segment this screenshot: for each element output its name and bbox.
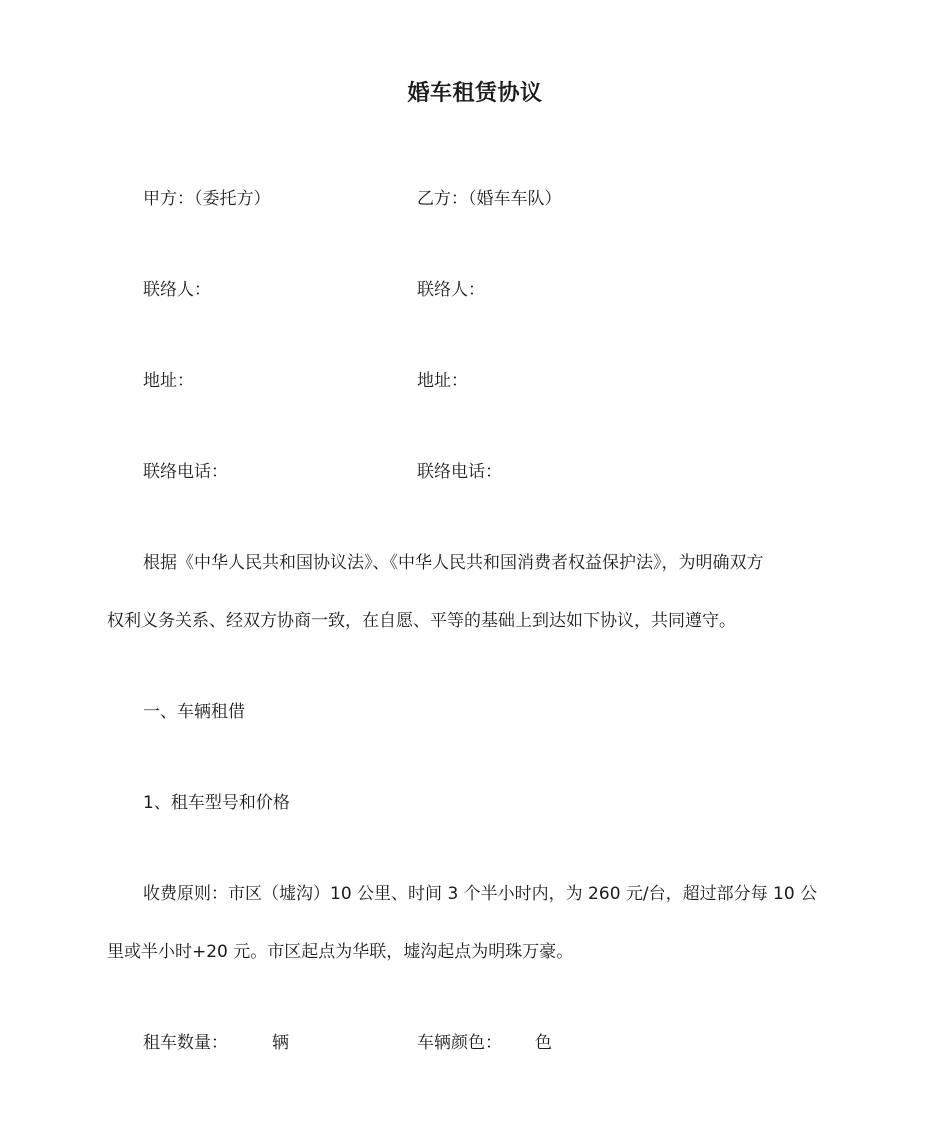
party-a-heading: 甲方：（委托方） — [143, 189, 271, 209]
fee-principle-line-1: 收费原则：市区（墟沟）10 公里、时间 3 个半小时内，为 260 元/台，超过部分每 10 公 — [143, 884, 818, 904]
party-b-contact-label: 联络人： — [417, 280, 485, 300]
party-b-heading: 乙方：（婚车车队） — [417, 189, 562, 209]
party-b-phone-label: 联络电话： — [417, 462, 502, 482]
section-1-heading: 一、车辆租借 — [143, 702, 245, 722]
party-b-address-label: 地址： — [417, 371, 468, 391]
fee-principle-line-2: 里或半小时+20 元。市区起点为华联，墟沟起点为明珠万豪。 — [107, 942, 574, 962]
rental-quantity-label: 租车数量： — [143, 1033, 228, 1053]
rental-quantity-unit: 辆 — [272, 1033, 289, 1053]
document-title: 婚车租赁协议 — [407, 81, 543, 106]
item-1-heading: 1、租车型号和价格 — [143, 793, 290, 813]
party-a-phone-label: 联络电话： — [143, 462, 228, 482]
vehicle-color-unit: 色 — [535, 1033, 552, 1053]
vehicle-color-label: 车辆颜色： — [417, 1033, 502, 1053]
intro-paragraph-line-1: 根据《中华人民共和国协议法》、《中华人民共和国消费者权益保护法》，为明确双方 — [143, 553, 764, 573]
party-a-contact-label: 联络人： — [143, 280, 211, 300]
intro-paragraph-line-2: 权利义务关系、经双方协商一致，在自愿、平等的基础上到达如下协议，共同遵守。 — [107, 611, 736, 631]
party-a-address-label: 地址： — [143, 371, 194, 391]
